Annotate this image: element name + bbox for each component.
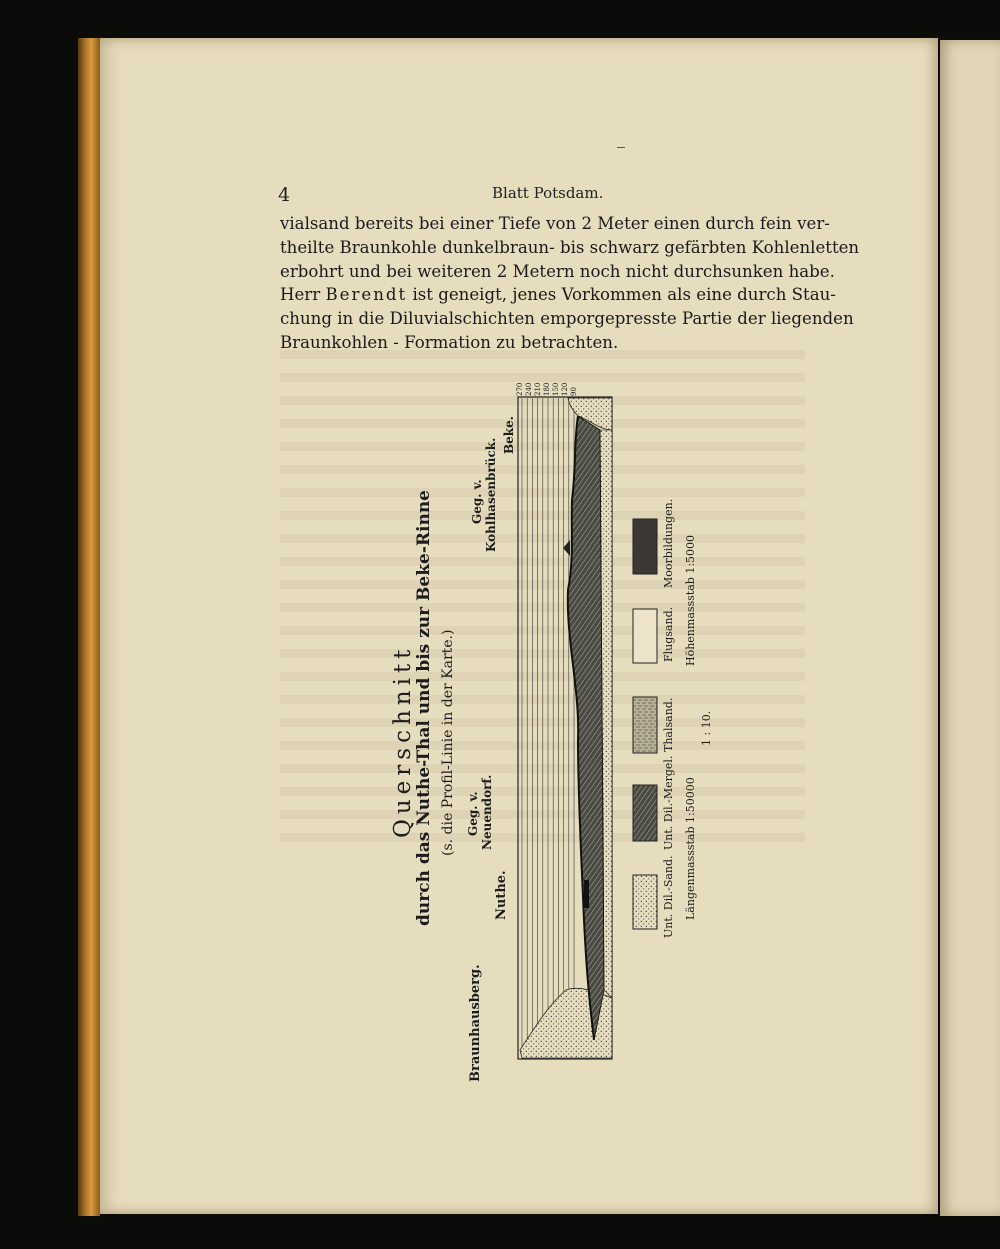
figure-title: Querschnitt xyxy=(390,644,416,838)
legend-label-dil-sand: Unt. Dil.-Sand. xyxy=(662,855,675,938)
author-name: Berendt xyxy=(325,285,408,305)
scale-ratio: 1 : 10. xyxy=(700,710,713,746)
place-neuendorf-line2: Neuendorf. xyxy=(480,774,494,850)
legend-label-moor: Moorbildungen. xyxy=(662,498,675,588)
scale-value: 210 xyxy=(534,382,542,396)
height-scale: Höhenmassstab 1:5000 xyxy=(684,534,697,666)
place-nuthe: Nuthe. xyxy=(494,870,509,920)
legend-label-flugsand: Flugsand. xyxy=(662,606,675,662)
page-number: 4 xyxy=(278,184,291,206)
place-neuendorf-line1: Geg. v. xyxy=(466,791,480,836)
scale-value: 150 xyxy=(552,382,560,396)
legend-swatch-moor xyxy=(633,519,657,574)
place-beke: Beke. xyxy=(502,416,516,454)
legend-swatch-dil-sand xyxy=(633,875,657,929)
nuthe-channel xyxy=(584,880,589,908)
height-grid-lines xyxy=(522,398,574,1050)
place-kohlhasen-line2: Kohlhasenbrück. xyxy=(484,437,498,552)
text-line: erbohrt und bei weiteren 2 Metern noch nicht durchsunken habe. xyxy=(280,261,835,281)
figure-subtitle: durch das Nuthe-Thal und bis zur Beke-Rinne xyxy=(414,490,434,926)
text-line: theilte Braunkohle dunkelbraun- bis schwarz gefärbten Kohlenletten xyxy=(280,237,860,257)
legend-label-thalsand: Thalsand. xyxy=(662,697,675,752)
place-braunhausberg: Braunhausberg. xyxy=(468,964,483,1082)
surface-peak xyxy=(563,540,570,556)
text-fragment: ist geneigt, jenes Vorkommen als eine durch Stau- xyxy=(412,285,836,305)
scale-value: 90 xyxy=(570,387,578,396)
running-head: Blatt Potsdam. xyxy=(492,184,604,202)
place-kohlhasen-line1: Geg. v. xyxy=(470,479,484,524)
text-fragment: Herr xyxy=(280,285,321,305)
scale-value: 240 xyxy=(525,382,533,396)
figure-note: (s. die Profil-Linie in der Karte.) xyxy=(440,629,456,856)
legend-swatch-flugsand xyxy=(633,609,657,663)
legend-swatch-dil-mergel xyxy=(633,785,657,841)
scale-value: 270 xyxy=(516,382,524,396)
length-scale: Längenmassstab 1:50000 xyxy=(684,777,697,920)
text-line: Braunkohlen - Formation zu betrachten. xyxy=(280,332,619,352)
text-line: chung in die Diluvialschichten emporgepresste Partie der liegenden xyxy=(280,309,854,329)
text-line: vialsand bereits bei einer Tiefe von 2 Meter einen durch fein ver- xyxy=(280,214,830,233)
scale-value: 120 xyxy=(561,382,569,396)
scale-value: 180 xyxy=(543,382,551,396)
legend-label-dil-mergel: Unt. Dil.-Mergel. xyxy=(662,755,675,850)
legend-swatch-thalsand xyxy=(633,697,657,753)
